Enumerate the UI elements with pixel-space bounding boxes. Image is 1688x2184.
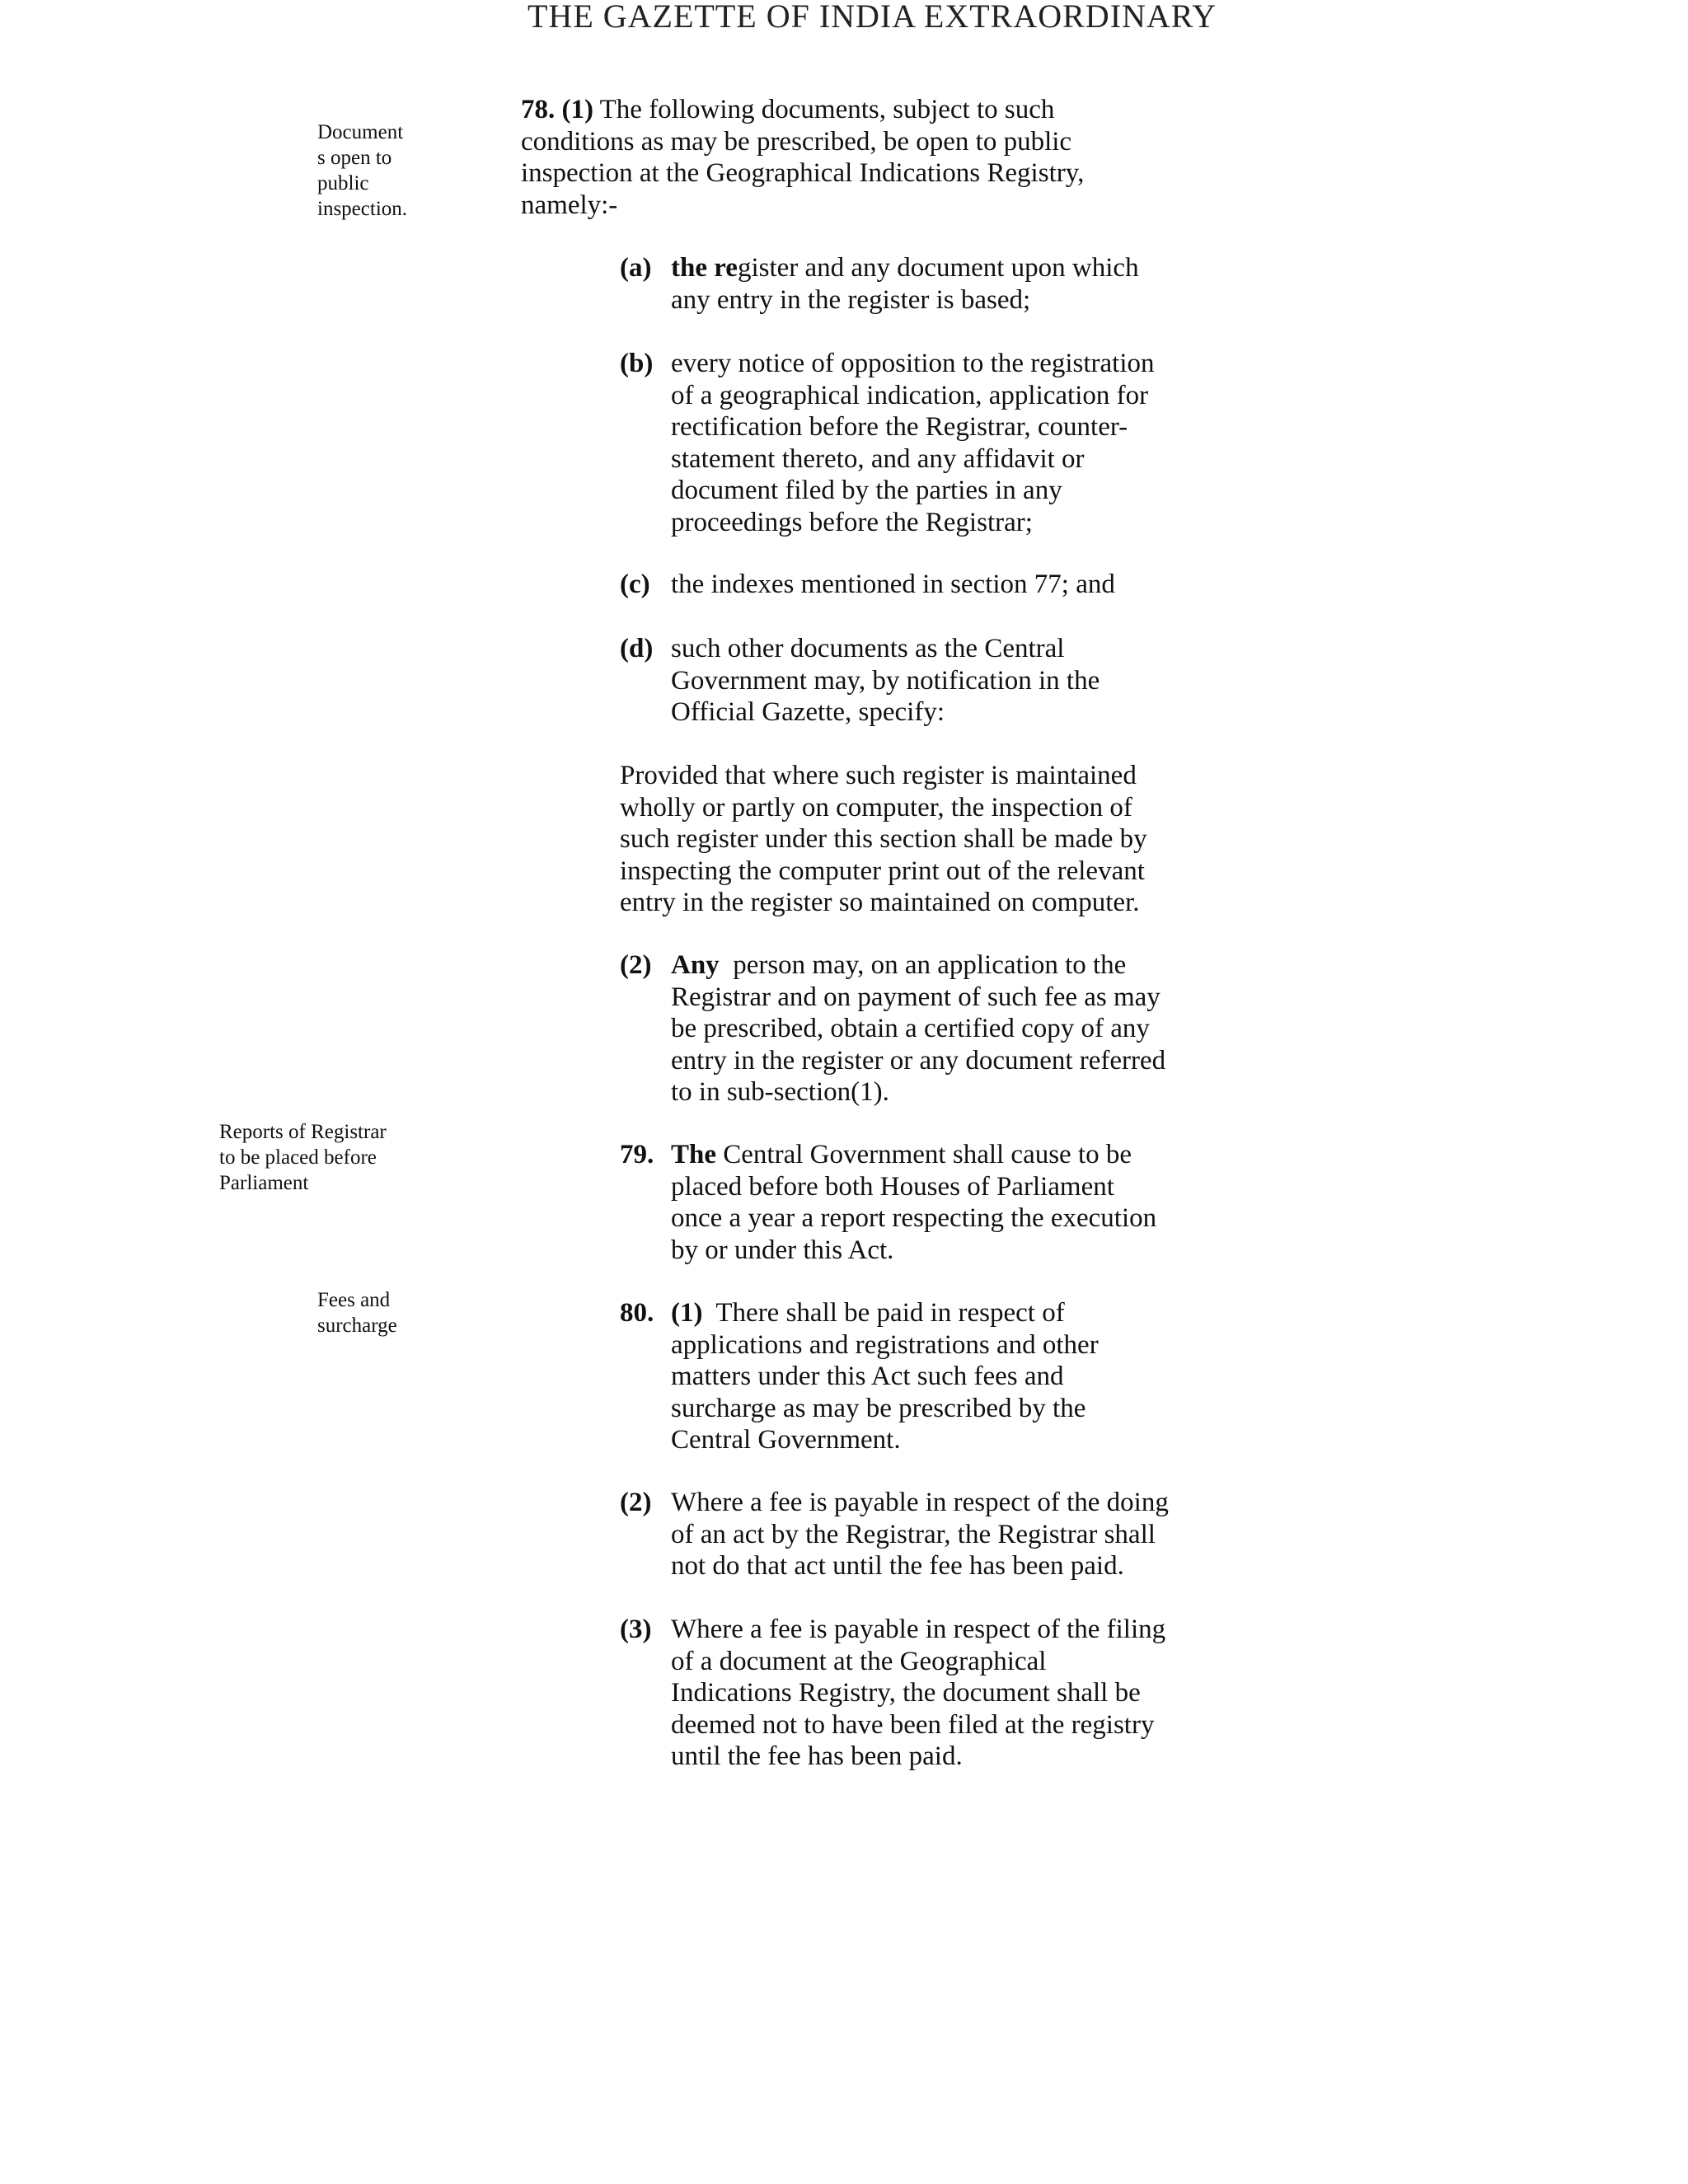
section-80-number: 80. <box>620 1298 654 1328</box>
subsection-label: (2) <box>620 1488 652 1517</box>
section-78-number: 78. (1) <box>521 95 593 124</box>
margin-note-fees: Fees and surcharge <box>317 1289 397 1337</box>
clause-78-d: (d) such other documents as the Central Government may, by notification in the Official Gazette, specify: <box>620 634 1100 727</box>
clause-label: (b) <box>620 349 654 378</box>
clause-label: (a) <box>620 253 652 283</box>
clause-78-c: (c) the indexes mentioned in section 77; and <box>620 569 1115 599</box>
subsection-label: (2) <box>620 950 652 980</box>
subsection-78-2: (2) Any person may, on an application to the Registrar and on payment of such fee as may be prescribed, obtain a certified copy of any entry in the register or any document referred to in sub-section(1). <box>620 950 1166 1107</box>
clause-78-b: (b) every notice of opposition to the registration of a geographical indication, application for rectification before the Registrar, counter- statement thereto, and any affidavit or document filed by the parties in any proceedings before the Registrar; <box>620 349 1155 537</box>
section-79-number: 79. <box>620 1140 654 1169</box>
section-79: 79. The Central Government shall cause to be placed before both Houses of Parliament once a year a report respecting the execution by or under this Act. <box>620 1140 1157 1265</box>
clause-78-a: (a) the register and any document upon which any entry in the register is based; <box>620 253 1139 315</box>
subsection-80-3: (3) Where a fee is payable in respect of the filing of a document at the Geographical Indications Registry, the document shall be deemed not to have been filed at the registry until the fee has been paid. <box>620 1615 1166 1771</box>
clause-label: (d) <box>620 634 654 663</box>
section-78-proviso: Provided that where such register is maintained wholly or partly on computer, the inspection of such register under this section shall be made by inspecting the computer print out of the relevant entry in the register so maintained on computer. <box>620 761 1147 917</box>
section-80-1: 80. (1) There shall be paid in respect of applications and registrations and other matters under this Act such fees and surcharge as may be prescribed by the Central Government. <box>620 1298 1099 1455</box>
margin-note-documents-open: Document s open to public inspection. <box>317 121 408 220</box>
subsection-80-2: (2) Where a fee is payable in respect of the doing of an act by the Registrar, the Registrar shall not do that act until the fee has been paid. <box>620 1488 1169 1581</box>
clause-label: (c) <box>620 569 650 599</box>
section-78-intro: 78. (1) The following documents, subject to such conditions as may be prescribed, be open to public inspection at the Geographical Indications Registry, namely:- <box>521 95 1085 220</box>
page-header-title: THE GAZETTE OF INDIA EXTRAORDINARY <box>528 0 1217 35</box>
subsection-label: (3) <box>620 1615 652 1644</box>
margin-note-reports: Reports of Registrar to be placed before Parliament <box>219 1121 387 1194</box>
page-header <box>528 0 1217 59</box>
